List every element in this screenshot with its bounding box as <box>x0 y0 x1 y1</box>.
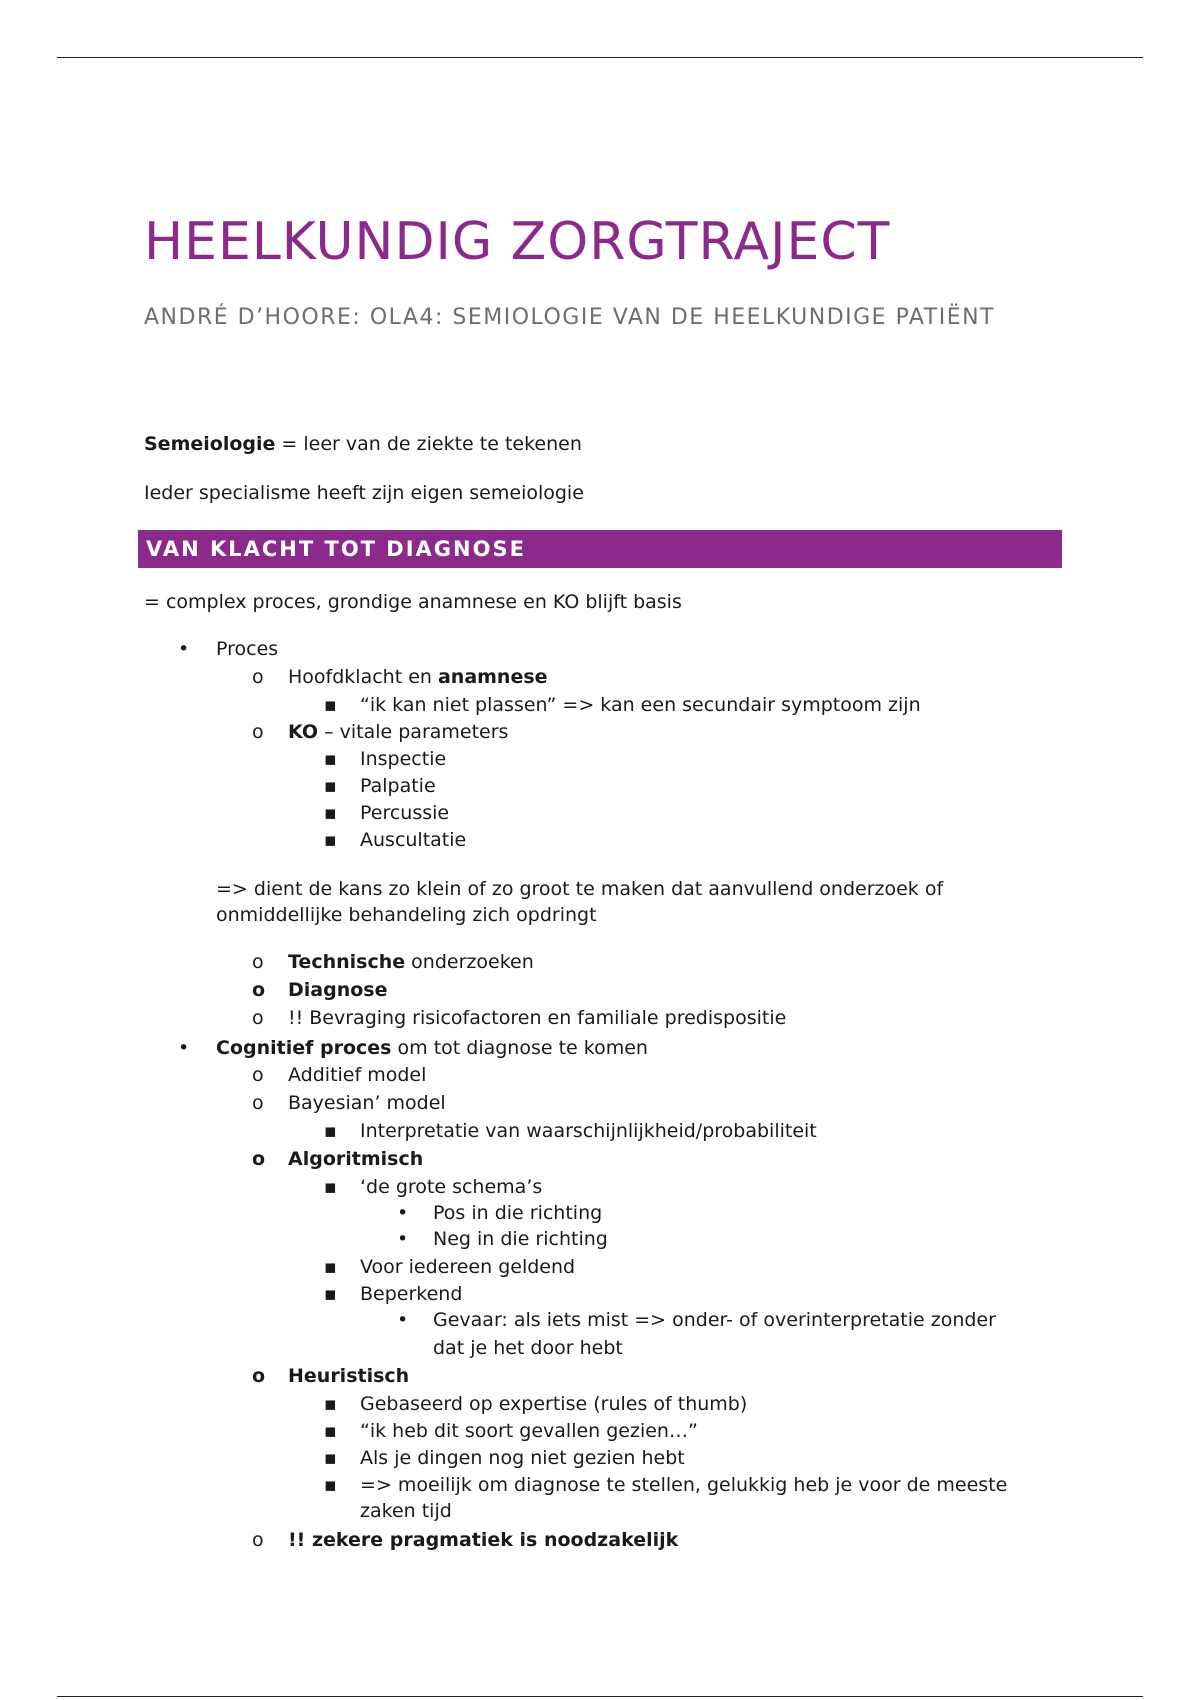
list-item-interpretatie: Interpretatie van waarschijnlijkheid/probabiliteit <box>360 1120 817 1142</box>
square-bullet-icon: ▪ <box>324 1393 337 1415</box>
list-item-neg: Neg in die richting <box>433 1228 608 1250</box>
section-heading: VAN KLACHT TOT DIAGNOSE <box>138 530 1062 568</box>
bullet-icon: • <box>397 1309 409 1331</box>
circle-bullet-icon: o <box>252 1064 264 1086</box>
list-item-moeilijk-line-2: zaken tijd <box>360 1500 452 1522</box>
section-lead: = complex proces, grondige anamnese en KO blijft basis <box>144 591 682 613</box>
square-bullet-icon: ▪ <box>324 1176 337 1198</box>
bullet-icon: • <box>397 1202 409 1224</box>
square-bullet-icon: ▪ <box>324 775 337 797</box>
list-item-iedereen: Voor iedereen geldend <box>360 1256 576 1278</box>
header-rule <box>57 57 1143 58</box>
footer-rule <box>57 1696 1143 1697</box>
list-item-inspectie: Inspectie <box>360 748 447 770</box>
circle-bullet-icon: o <box>252 721 264 743</box>
list-item-algoritmisch: Algoritmisch <box>288 1148 424 1170</box>
list-item-gevaar-line-1: Gevaar: als iets mist => onder- of overinterpretatie zonder <box>433 1309 996 1331</box>
list-item-additief: Additief model <box>288 1064 427 1086</box>
list-item-schemas: ‘de grote schema’s <box>360 1176 543 1198</box>
square-bullet-icon: ▪ <box>324 1447 337 1469</box>
square-bullet-icon: ▪ <box>324 748 337 770</box>
square-bullet-icon: ▪ <box>324 1256 337 1278</box>
square-bullet-icon: ▪ <box>324 829 337 851</box>
list-item-percussie: Percussie <box>360 802 450 824</box>
circle-bullet-icon: o <box>252 1007 264 1029</box>
list-item-pos: Pos in die richting <box>433 1202 603 1224</box>
circle-bullet-icon: o <box>252 1148 266 1170</box>
square-bullet-icon: ▪ <box>324 1420 337 1442</box>
square-bullet-icon: ▪ <box>324 1474 337 1496</box>
list-item-auscultatie: Auscultatie <box>360 829 467 851</box>
list-item-bevraging: !! Bevraging risicofactoren en familiale predispositie <box>288 1007 787 1029</box>
bullet-icon: • <box>397 1228 409 1250</box>
intro-definition <box>144 433 582 455</box>
bullet-icon: • <box>178 1037 190 1059</box>
circle-bullet-icon: o <box>252 951 264 973</box>
list-item-proces: Proces <box>216 638 279 660</box>
semeiologie-term: Semeiologie <box>144 433 276 455</box>
list-item-ko: KO – vitale parameters <box>288 721 509 743</box>
circle-bullet-icon: o <box>252 1092 264 1114</box>
list-item-gezien: “ik heb dit soort gevallen gezien…” <box>360 1420 698 1442</box>
intro-specialism: Ieder specialisme heeft zijn eigen semeiologie <box>144 482 584 504</box>
list-item-beperkend: Beperkend <box>360 1283 463 1305</box>
list-item-gevaar-line-2: dat je het door hebt <box>433 1337 623 1359</box>
list-item-palpatie: Palpatie <box>360 775 436 797</box>
list-item-cognitief: Cognitief proces om tot diagnose te komen <box>216 1037 648 1059</box>
document-subtitle: ANDRÉ D’HOORE: OLA4: SEMIOLOGIE VAN DE HEELKUNDIGE PATIËNT <box>144 305 995 330</box>
semeiologie-definition: = leer van de ziekte te tekenen <box>275 433 582 455</box>
note-dient-line-1: => dient de kans zo klein of zo groot te maken dat aanvullend onderzoek of <box>216 878 944 900</box>
list-item-heuristisch: Heuristisch <box>288 1365 410 1387</box>
list-item-hoofdklacht: Hoofdklacht en anamnese <box>288 666 548 688</box>
list-item-pragmatiek: !! zekere pragmatiek is noodzakelijk <box>288 1529 679 1551</box>
square-bullet-icon: ▪ <box>324 1283 337 1305</box>
square-bullet-icon: ▪ <box>324 694 337 716</box>
circle-bullet-icon: o <box>252 666 264 688</box>
bullet-icon: • <box>178 638 190 660</box>
list-item-moeilijk-line-1: => moeilijk om diagnose te stellen, gelukkig heb je voor de meeste <box>360 1474 1008 1496</box>
list-item-bayesian: Bayesian’ model <box>288 1092 446 1114</box>
list-item-diagnose: Diagnose <box>288 979 388 1001</box>
square-bullet-icon: ▪ <box>324 802 337 824</box>
list-item-niet-gezien: Als je dingen nog niet gezien hebt <box>360 1447 685 1469</box>
note-dient-line-2: onmiddellijke behandeling zich opdringt <box>216 904 597 926</box>
square-bullet-icon: ▪ <box>324 1120 337 1142</box>
document-title: HEELKUNDIG ZORGTRAJECT <box>144 212 891 272</box>
list-item-technische: Technische onderzoeken <box>288 951 534 973</box>
list-item-plassen: “ik kan niet plassen” => kan een secundair symptoom zijn <box>360 694 921 716</box>
circle-bullet-icon: o <box>252 1529 264 1551</box>
list-item-expertise: Gebaseerd op expertise (rules of thumb) <box>360 1393 748 1415</box>
circle-bullet-icon: o <box>252 1365 266 1387</box>
circle-bullet-icon: o <box>252 979 266 1001</box>
